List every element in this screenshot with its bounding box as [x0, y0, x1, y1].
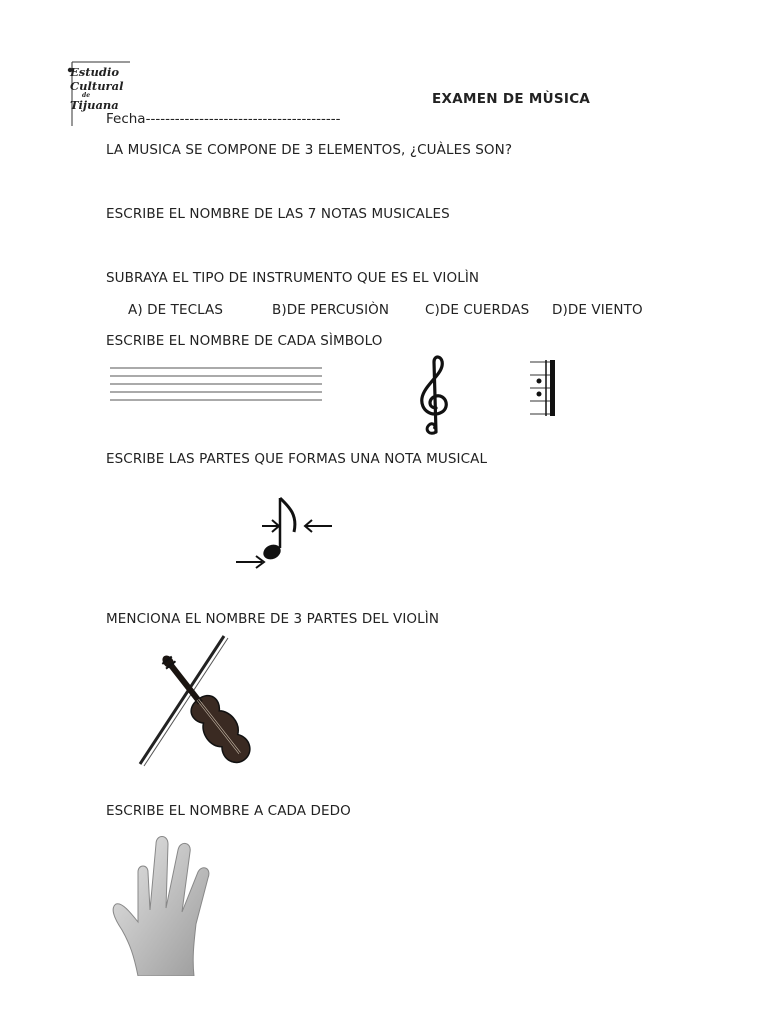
- option-a[interactable]: A) DE TECLAS: [128, 302, 224, 318]
- logo-line: de: [82, 92, 91, 99]
- question-3: SUBRAYA EL TIPO DE INSTRUMENTO QUE ES EL VIOLÌN: [106, 270, 480, 286]
- option-d[interactable]: D)DE VIENTO: [552, 302, 643, 318]
- option-c[interactable]: C)DE CUERDAS: [425, 302, 530, 318]
- treble-clef-icon: [412, 352, 458, 438]
- hand-icon: [108, 832, 232, 976]
- final-barline-icon: [526, 358, 560, 422]
- violin-icon: [130, 632, 266, 772]
- question-4: ESCRIBE EL NOMBRE DE CADA SÌMBOLO: [106, 333, 383, 349]
- question-6: MENCIONA EL NOMBRE DE 3 PARTES DEL VIOLÌN: [106, 611, 440, 627]
- question-2: ESCRIBE EL NOMBRE DE LAS 7 NOTAS MUSICALES: [106, 206, 450, 222]
- logo-line: Estudio: [70, 65, 119, 79]
- question-1: LA MUSICA SE COMPONE DE 3 ELEMENTOS, ¿CUÀLES SON?: [106, 142, 513, 158]
- option-b[interactable]: B)DE PERCUSIÒN: [272, 302, 390, 318]
- question-5: ESCRIBE LAS PARTES QUE FORMAS UNA NOTA MUSICAL: [106, 451, 488, 467]
- question-3-options: [0, 302, 768, 320]
- date-field[interactable]: Fecha----------------------------------------: [106, 111, 341, 127]
- logo-line: Tijuana: [70, 98, 119, 112]
- eighth-note-icon: [228, 484, 340, 578]
- question-7: ESCRIBE EL NOMBRE A CADA DEDO: [106, 803, 351, 819]
- logo-line: Cultural: [70, 78, 124, 93]
- staff-lines-icon: [108, 364, 324, 406]
- exam-title: EXAMEN DE MÙSICA: [432, 91, 591, 107]
